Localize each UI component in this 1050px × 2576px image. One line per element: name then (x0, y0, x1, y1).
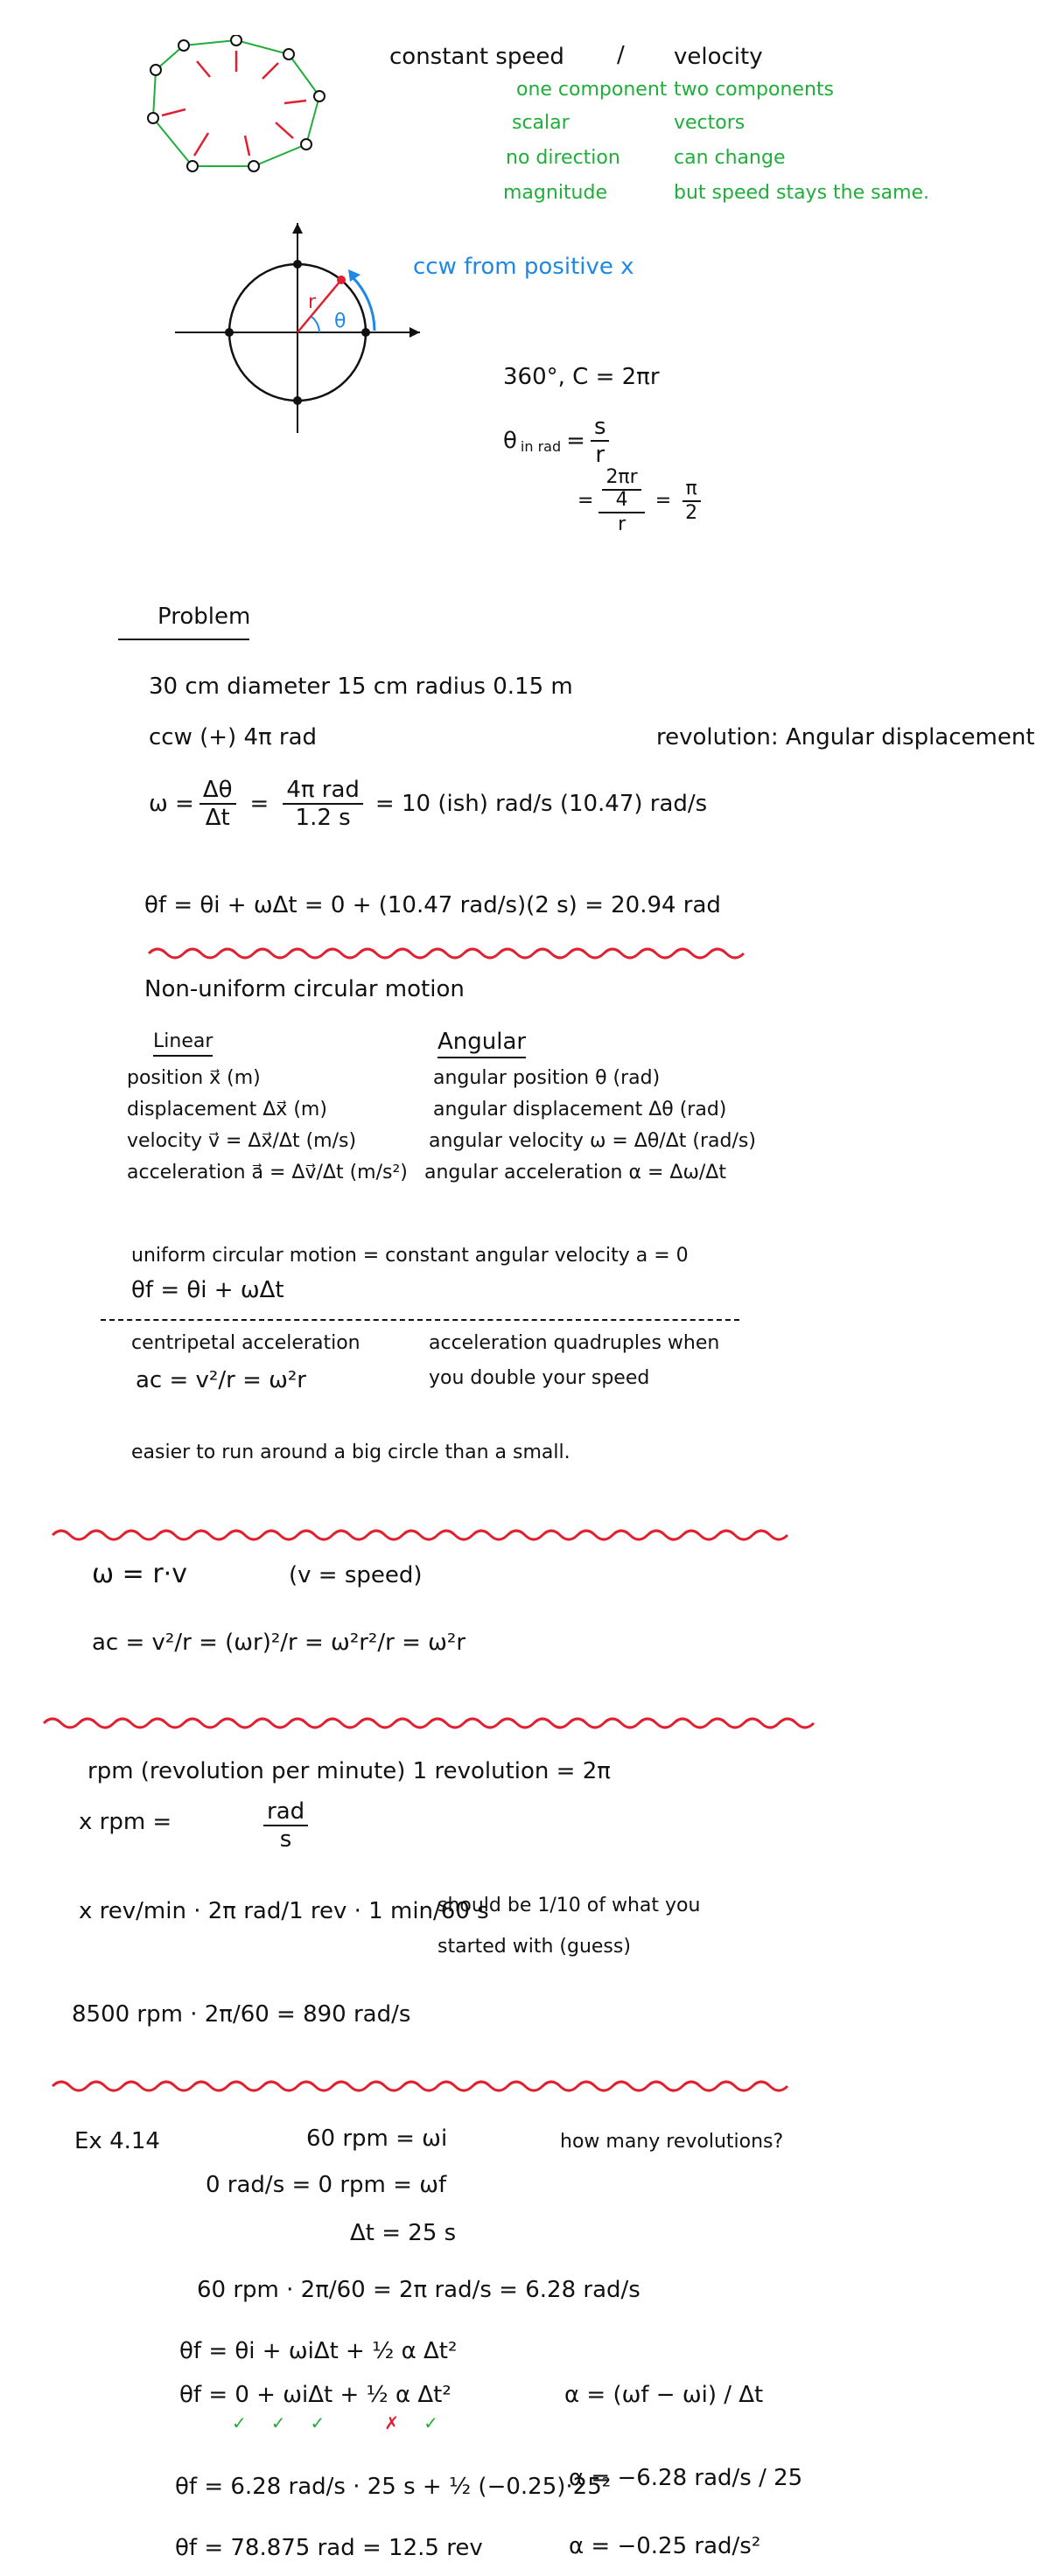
theta-final-eq: θf = θi + ωΔt = 0 + (10.47 rad/s)(2 s) = 20.94 rad (144, 892, 721, 918)
guess-line-2: started with (guess) (438, 1936, 631, 1958)
r-den: r (595, 442, 606, 468)
velocity-row-2: vectors (674, 112, 746, 134)
omega-eq (149, 778, 707, 829)
centripetal-eq: ac = v²/r = ω²r (136, 1367, 306, 1393)
two-pi-r: 2πr (602, 468, 640, 491)
one-two-s: 1.2 s (295, 805, 351, 831)
pi-num: π (682, 479, 701, 502)
section-divider-2 (0, 1518, 1050, 1553)
pi-over-2 (682, 479, 701, 523)
angular-row-3: angular velocity ω = Δθ/Δt (rad/s) (429, 1130, 756, 1152)
ac-derivation: ac = v²/r = (ωr)²/r = ω²r²/r = ω²r (92, 1630, 466, 1656)
slash-divider: / (617, 42, 625, 68)
speed-row-3: no direction (506, 147, 620, 169)
omega-rv-eq: ω = r·v (92, 1559, 187, 1589)
octagon-velocity-diagram (140, 35, 341, 188)
angular-row-2: angular displacement Δθ (rad) (433, 1099, 727, 1120)
speed-row-1: one component (516, 79, 668, 101)
check-mark-2: ✓ (270, 2412, 286, 2433)
s-over-r (591, 415, 610, 466)
angular-row-4: angular acceleration α = Δω/Δt (424, 1162, 726, 1183)
four: 4 (615, 489, 628, 511)
velocity-row-4: but speed stays the same. (674, 182, 930, 204)
example-label: Ex 4.14 (74, 2128, 160, 2154)
linear-row-3: velocity v⃗ = Δx⃗/Δt (m/s) (127, 1130, 357, 1152)
theta-in-rad-eq (503, 415, 614, 466)
s-den: s (279, 1826, 292, 1853)
section-divider-4 (0, 2069, 1050, 2104)
unit-circle-diagram (166, 219, 429, 437)
linear-row-4: acceleration a⃗ = Δv⃗/Δt (m/s²) (127, 1162, 408, 1183)
delta-t: Δt = 25 s (350, 2220, 457, 2246)
omega-label: ω = (149, 791, 194, 817)
guess-line-1: should be 1/10 of what you (438, 1895, 701, 1916)
two-pi-r-over-4-over-r (598, 468, 644, 534)
velocity-row-3: can change (674, 147, 786, 169)
quadruple-line-2: you double your speed (429, 1367, 650, 1389)
two-pi-r-over-4 (598, 468, 644, 513)
radius-label: r (308, 291, 317, 313)
omega-final: 0 rad/s = 0 rpm = ωf (206, 2172, 447, 2198)
kinematic-eq-2: θf = 0 + ωiΔt + ½ α Δt² (179, 2382, 452, 2408)
alpha-substituted: α = −6.28 rad/s / 25 (569, 2465, 803, 2491)
theta-label: θ (334, 311, 346, 332)
problem-line-1: 30 cm diameter 15 cm radius 0.15 m (149, 674, 573, 700)
section-divider-1 (0, 936, 1050, 971)
nonuniform-heading: Non-uniform circular motion (144, 976, 465, 1002)
dtheta-over-dt (200, 778, 236, 829)
equals-sign: = (566, 428, 585, 454)
cross-mark: ✗ (384, 2412, 400, 2433)
problem-heading: Problem (158, 604, 251, 630)
linear-row-1: position x⃗ (m) (127, 1067, 261, 1089)
alpha-definition: α = (ωf − ωi) / Δt (564, 2382, 764, 2408)
ccw-label: ccw from positive x (413, 254, 634, 280)
angular-heading: Angular (438, 1030, 526, 1058)
dtheta: Δθ (200, 778, 236, 805)
problem-line-2a: ccw (+) 4π rad (149, 724, 318, 750)
two-den: 2 (685, 502, 698, 524)
quarter-circle-eq (578, 468, 706, 534)
theta-symbol: θ (503, 428, 517, 454)
rpm-definition: rpm (revolution per minute) 1 revolution = 2π (88, 1758, 611, 1784)
quadruple-line-1: acceleration quadruples when (429, 1332, 720, 1354)
check-marks (232, 2414, 438, 2432)
omega-initial: 60 rpm = ωi (306, 2126, 448, 2152)
s-num: s (591, 415, 610, 442)
problem-underline (118, 639, 249, 640)
ucm-line: uniform circular motion = constant angular velocity a = 0 (131, 1245, 689, 1267)
linear-heading: Linear (153, 1032, 213, 1057)
angular-row-1: angular position θ (rad) (433, 1067, 661, 1089)
dashed-divider (101, 1319, 739, 1321)
speed-heading: constant speed (389, 44, 564, 70)
fourpi-over-time (283, 778, 363, 829)
check-mark-4: ✓ (424, 2412, 438, 2433)
problem-line-2b: revolution: Angular displacement (656, 724, 1035, 750)
speed-row-4: magnitude (503, 182, 608, 204)
four-pi-rad: 4π rad (283, 778, 363, 805)
kinematic-eq-3: θf = 6.28 rad/s · 25 s + ½ (−0.25)·25² (175, 2474, 612, 2500)
equals-sign-3: = (654, 490, 672, 512)
v-speed-note: (v = speed) (289, 1562, 423, 1588)
rpm-example: 8500 rpm · 2π/60 = 890 rad/s (72, 2001, 411, 2028)
check-mark-1: ✓ (232, 2412, 247, 2433)
rpm-to-rad: 60 rpm · 2π/60 = 2π rad/s = 6.28 rad/s (197, 2277, 640, 2303)
equals-sign-2: = (578, 490, 594, 512)
ucm-eq: θf = θi + ωΔt (131, 1277, 284, 1303)
dt: Δt (205, 805, 230, 831)
centripetal-label: centripetal acceleration (131, 1332, 360, 1354)
rad-num: rad (263, 1800, 308, 1826)
rpm-conversion: x rev/min · 2π rad/1 rev · 1 min/60 s (79, 1898, 489, 1924)
speed-row-2: scalar (512, 112, 570, 134)
kinematic-result: θf = 78.875 rad = 12.5 rev (175, 2535, 483, 2561)
check-mark-3: ✓ (310, 2412, 326, 2433)
velocity-row-1: two components (674, 79, 834, 101)
rad-over-s (263, 1800, 308, 1851)
r-den-2: r (618, 513, 626, 535)
rad-per-s-fraction (258, 1800, 313, 1851)
in-rad-subscript: in rad (520, 438, 562, 455)
omega-approx: = 10 (ish) rad/s (10.47) rad/s (374, 791, 708, 817)
circumference-eq: 360°, C = 2πr (503, 364, 660, 390)
easier-line: easier to run around a big circle than a small. (131, 1442, 570, 1463)
equals: = (249, 791, 270, 817)
linear-row-2: displacement Δx⃗ (m) (127, 1099, 327, 1120)
revolutions-question: how many revolutions? (560, 2131, 784, 2153)
section-divider-3 (0, 1706, 1050, 1741)
alpha-result: α = −0.25 rad/s² (569, 2533, 761, 2559)
x-rpm-eq: x rpm = (79, 1809, 172, 1835)
kinematic-eq-1: θf = θi + ωiΔt + ½ α Δt² (179, 2338, 458, 2364)
velocity-heading: velocity (674, 44, 763, 70)
